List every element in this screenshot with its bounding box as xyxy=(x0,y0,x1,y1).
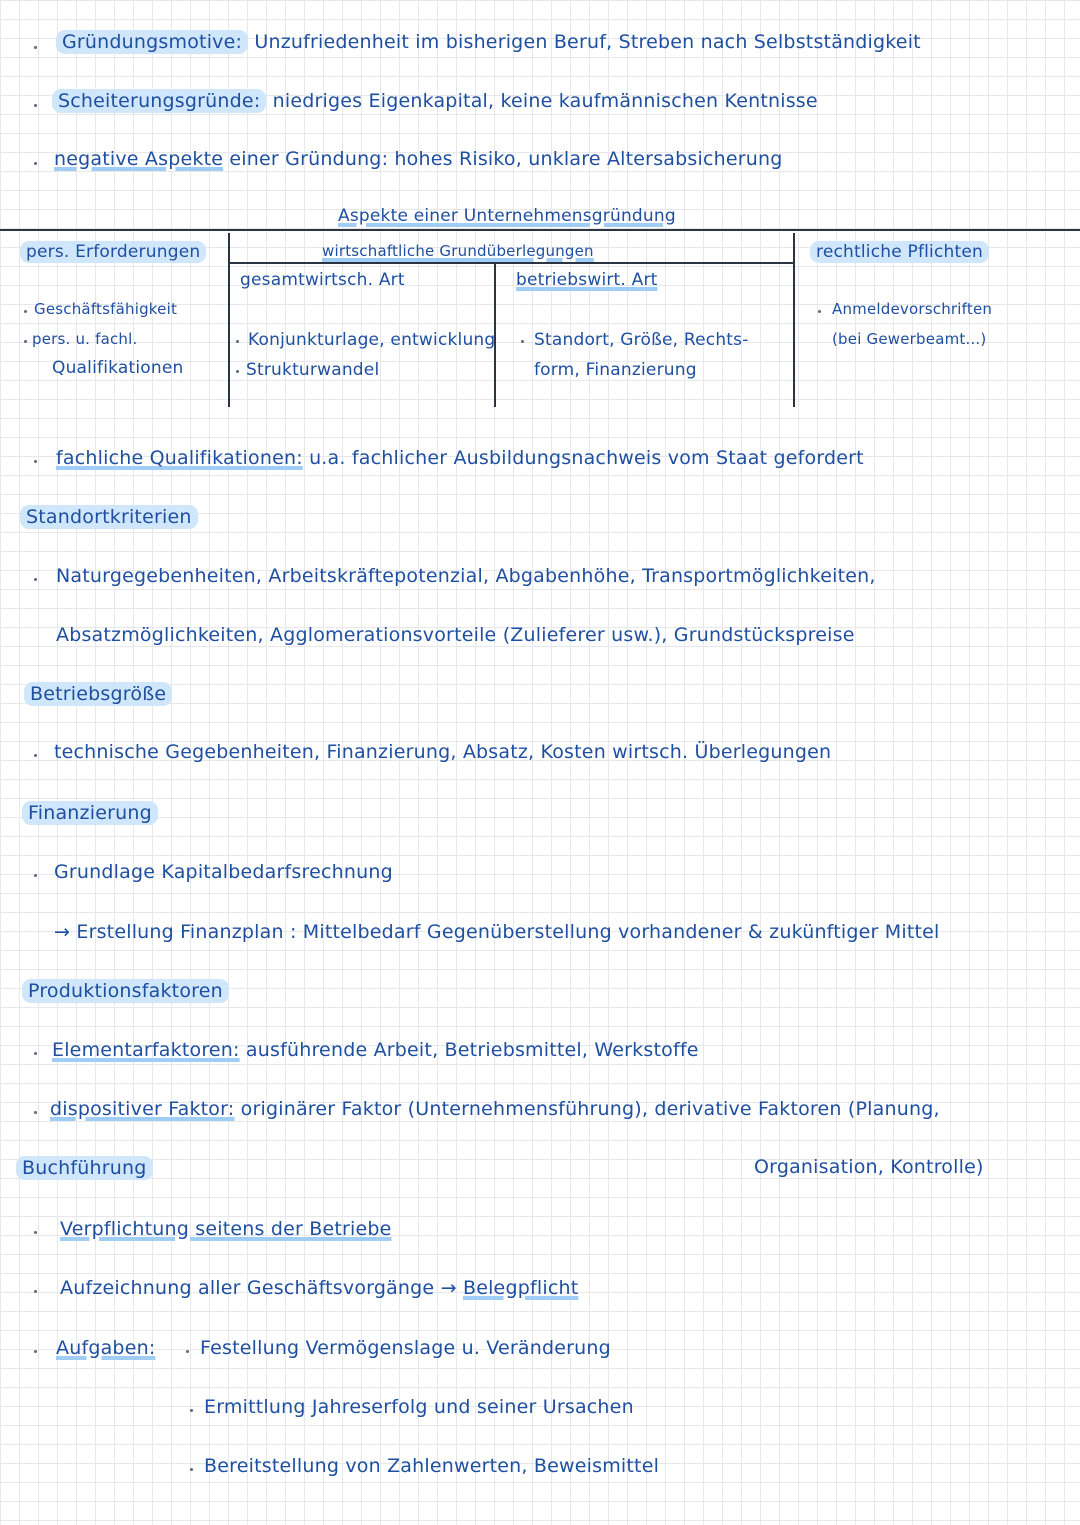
micro-line-2: form, Finanzierung xyxy=(534,360,697,380)
legal-line-2: (bei Gewerbeamt...) xyxy=(832,330,987,348)
task-2: Ermittlung Jahreserfolg und seiner Ursachen xyxy=(204,1396,634,1418)
bullet xyxy=(236,370,239,373)
macro-line-1: Konjunkturlage, entwicklung xyxy=(248,330,496,350)
dispositive-line xyxy=(50,1098,940,1120)
economic-subheader-rule xyxy=(228,262,795,264)
bookkeeping-heading: Buchführung xyxy=(16,1156,153,1180)
dispositive-text: originärer Faktor (Unternehmensführung), derivative Faktoren (Planung, xyxy=(240,1098,940,1120)
macro-header: gesamtwirtsch. Art xyxy=(240,270,405,290)
task-1: Festellung Vermögenslage u. Veränderung xyxy=(200,1337,611,1359)
qualification-text: u.a. fachlicher Ausbildungsnachweis vom Staat gefordert xyxy=(309,447,864,469)
bullet xyxy=(34,162,37,165)
personal-item-2a: pers. u. fachl. xyxy=(32,330,138,348)
dispositive-continuation: Organisation, Kontrolle) xyxy=(754,1156,984,1178)
task-3: Bereitstellung von Zahlenwerten, Beweismittel xyxy=(204,1455,660,1477)
elementary-text: ausführende Arbeit, Betriebsmittel, Werkstoffe xyxy=(245,1039,699,1061)
personal-item-1: Geschäftsfähigkeit xyxy=(34,300,178,318)
failure-label: Scheiterungsgründe: xyxy=(52,89,266,113)
size-line-1: technische Gegebenheiten, Finanzierung, Absatz, Kosten wirtsch. Überlegungen xyxy=(54,741,832,763)
bullet xyxy=(34,578,37,581)
elementary-label: Elementarfaktoren: xyxy=(52,1039,240,1061)
financing-line-2: → Erstellung Finanzplan : Mittelbedarf Gegenüberstellung vorhandener & zukünftiger Mittel xyxy=(54,921,940,943)
failure-text: niedriges Eigenkapital, keine kaufmännischen Kentnisse xyxy=(272,90,818,112)
macro-line-2: Strukturwandel xyxy=(246,360,380,380)
column-divider xyxy=(793,233,795,407)
location-heading: Standortkriterien xyxy=(20,505,198,529)
bullet xyxy=(34,1350,37,1353)
failure-line xyxy=(58,90,818,112)
bullet xyxy=(190,1468,193,1471)
arrow-right-icon: → xyxy=(440,1277,457,1299)
micro-header: betriebswirt. Art xyxy=(516,270,658,290)
bullet xyxy=(24,310,27,313)
personal-header: pers. Erforderungen xyxy=(20,241,206,263)
production-heading: Produktionsfaktoren xyxy=(22,979,229,1003)
table-title: Aspekte einer Unternehmensgründung xyxy=(338,206,676,226)
elementary-line xyxy=(52,1039,699,1061)
location-line-2: Absatzmöglichkeiten, Agglomerationsvorteile (Zulieferer usw.), Grundstückspreise xyxy=(56,624,855,646)
bullet xyxy=(190,1409,193,1412)
tasks-label: Aufgaben: xyxy=(56,1337,156,1359)
personal-item-2b: Qualifikationen xyxy=(52,358,184,378)
bullet xyxy=(186,1350,189,1353)
bookkeeping-line-2 xyxy=(60,1277,578,1299)
bullet xyxy=(34,874,37,877)
table-top-rule xyxy=(0,229,1080,231)
bullet xyxy=(521,340,524,343)
size-heading: Betriebsgröße xyxy=(24,682,172,706)
motives-line xyxy=(62,31,921,53)
bullet xyxy=(34,1111,37,1114)
negative-label: negative Aspekte xyxy=(54,148,224,170)
location-line-1: Naturgegebenheiten, Arbeitskräftepotenzial, Abgabenhöhe, Transportmöglichkeiten, xyxy=(56,565,876,587)
negative-text: einer Gründung: hohes Risiko, unklare Altersabsicherung xyxy=(229,148,783,170)
bullet xyxy=(34,104,37,107)
legal-line-1: Anmeldevorschriften xyxy=(832,300,993,318)
bullet xyxy=(236,340,239,343)
bookkeeping-line-2-target: Belegpflicht xyxy=(462,1277,579,1299)
bullet xyxy=(818,310,821,313)
negative-line xyxy=(54,148,783,170)
micro-line-1: Standort, Größe, Rechts- xyxy=(534,330,749,350)
qualification-line xyxy=(56,447,864,469)
financing-line-1: Grundlage Kapitalbedarfsrechnung xyxy=(54,861,393,883)
bullet xyxy=(34,1290,37,1293)
economic-header: wirtschaftliche Grundüberlegungen xyxy=(322,242,594,260)
bullet xyxy=(34,1231,37,1234)
legal-header: rechtliche Pflichten xyxy=(810,241,989,263)
dispositive-label: dispositiver Faktor: xyxy=(50,1098,235,1120)
bullet xyxy=(34,754,37,757)
bullet xyxy=(34,460,37,463)
bookkeeping-line-2-text: Aufzeichnung aller Geschäftsvorgänge xyxy=(60,1277,435,1299)
financing-heading: Finanzierung xyxy=(22,801,158,825)
bullet xyxy=(34,1052,37,1055)
motives-text: Unzufriedenheit im bisherigen Beruf, Streben nach Selbstständigkeit xyxy=(254,31,921,53)
bullet xyxy=(34,46,37,49)
motives-label: Gründungsmotive: xyxy=(56,30,248,54)
qualification-label: fachliche Qualifikationen: xyxy=(56,447,303,469)
column-divider xyxy=(228,233,230,407)
bullet xyxy=(24,340,27,343)
bookkeeping-line-1: Verpflichtung seitens der Betriebe xyxy=(60,1218,392,1240)
